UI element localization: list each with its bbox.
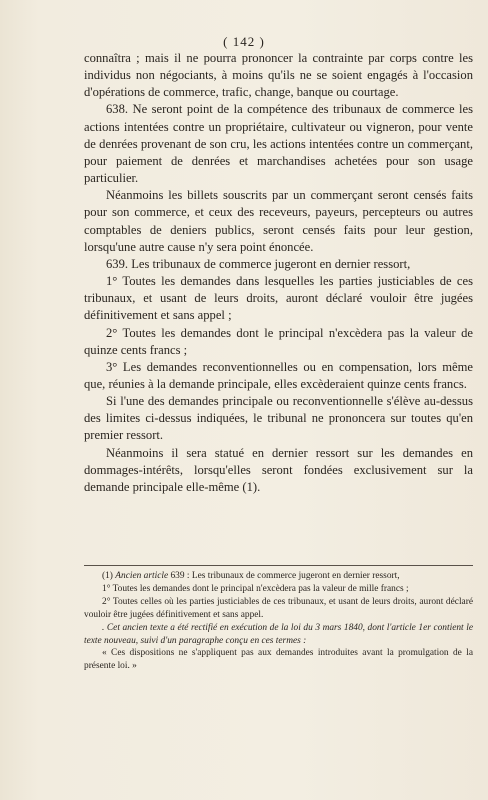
paragraph-neanmoins-dommages: Néanmoins il sera statué en dernier ressort sur les demandes en dommages-intérêts, lorsqu'elles seront fondées exclusivement sur la demande principale elle-même (1).: [84, 445, 473, 494]
footnote-label: Ancien article: [115, 571, 169, 581]
footnote-item-1: 1° Toutes les demandes dont le principal n'excèdera pas la valeur de mille francs ;: [102, 583, 409, 594]
paragraph-si-lune: Si l'une des demandes principale ou reconventionnelle s'élève au-dessus des limites ci-dessus indiquées, le tribunal ne prononcera sur toutes qu'en premier ressort.: [84, 394, 473, 443]
footnote-number: (1): [102, 571, 113, 581]
paragraph-item-1: 1° Toutes les demandes dans lesquelles les parties justiciables de ces tribunaux, et usant de leurs droits, auront déclaré vouloir être jugées définitivement et sans appel ;: [84, 274, 473, 323]
paragraph-neanmoins-billets: Néanmoins les billets souscrits par un commerçant seront censés faits pour son commerce, et ceux des receveurs, payeurs, percepteurs ou autres comptables de deniers publics, seront censés faits pour leur gestion, lorsqu'une autre cause n'y sera point énoncée.: [84, 188, 473, 254]
footnote-editorial-note: . Cet ancien texte a été rectifié en exécution de la loi du 3 mars 1840, dont l'article 1er contient le texte nouveau, suivi d'un paragraphe conçu en ces termes :: [84, 622, 473, 646]
paragraph-continuation: connaîtra ; mais il ne pourra prononcer la contrainte par corps contre les individus non négociants, à moins qu'ils ne se soient engagés à l'occasion d'opérations de commerce, trafic, change, banque ou courtage.: [84, 51, 473, 100]
footnotes: [84, 570, 473, 673]
body-text: [84, 50, 473, 496]
footnote-divider: [84, 565, 473, 566]
footnote-item-2: 2° Toutes celles où les parties justiciables de ces tribunaux, et usant de leurs droits, auront déclaré vouloir être jugées définitivement et sans appel.: [84, 596, 473, 620]
paragraph-item-2: 2° Toutes les demandes dont le principal n'excèdera pas la valeur de quinze cents francs ;: [84, 325, 473, 357]
paragraph-article-639: 639. Les tribunaux de commerce jugeront en dernier ressort,: [106, 256, 411, 271]
footnote-quote: « Ces dispositions ne s'appliquent pas aux demandes introduites avant la promulgation de la présente loi. »: [84, 648, 473, 672]
footnote-intro: [84, 570, 473, 583]
paragraph-item-3: 3° Les demandes reconventionnelles ou en compensation, lors même que, réunies à la demande principale, elles excèderaient quinze cents francs.: [84, 359, 473, 391]
footnote-intro-text: 639 : Les tribunaux de commerce jugeront en dernier ressort,: [170, 571, 400, 581]
paragraph-article-638: 638. Ne seront point de la compétence des tribunaux de commerce les actions intentées contre un propriétaire, cultivateur ou vigneron, pour vente de denrées provenant de son cru, les actions intentées contre un commerçant, pour paiement de denrées et marchandises achetées pour son usage particulier.: [84, 102, 473, 186]
page-number: ( 142 ): [223, 34, 265, 49]
